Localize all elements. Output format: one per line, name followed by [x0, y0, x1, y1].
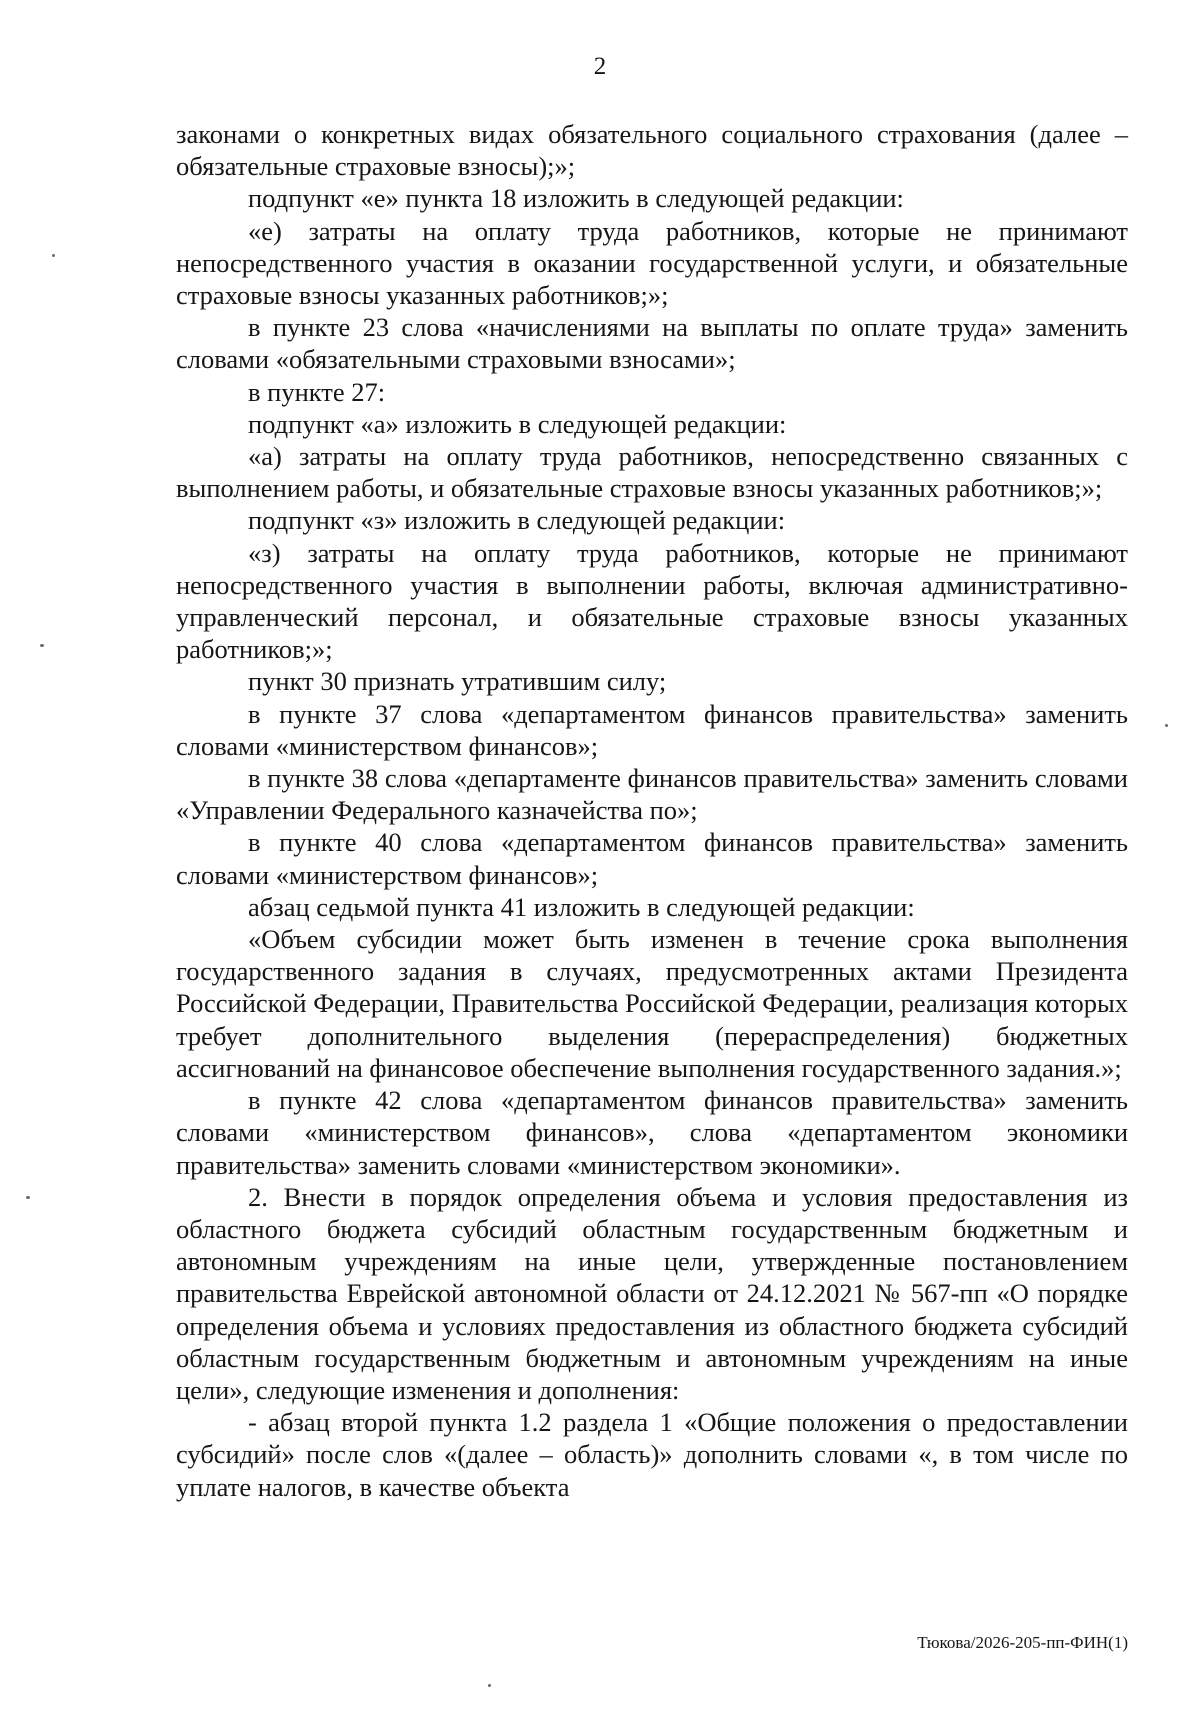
scan-speck	[1165, 724, 1168, 727]
paragraph-continuation: законами о конкретных видах обязательного социального страхования (далее – обязательные страховые взносы);»;	[176, 119, 1128, 182]
paragraph: в пункте 23 слова «начислениями на выплаты по оплате труда» заменить словами «обязательными страховыми взносами»;	[176, 312, 1128, 375]
paragraph: подпункт «е» пункта 18 изложить в следующей редакции:	[248, 183, 904, 214]
paragraph: - абзац второй пункта 1.2 раздела 1 «Общие положения о предоставлении субсидий» после слов «(далее – область)» дополнить словами «, в том числе по уплате налогов, в качестве объекта	[176, 1407, 1128, 1502]
document-body	[176, 118, 1128, 1503]
paragraph: 2. Внести в порядок определения объема и условия предоставления из областного бюджета субсидий областным государственным бюджетным и автономным учреждениям на иные цели, утвержденные постановлением правительства Еврейской автономной области от 24.12.2021 № 567-пп «О порядке определения объема и условиях предоставления из областного бюджета субсидий областным государственным бюджетным и автономным учреждениям на иные цели», следующие изменения и дополнения:	[176, 1181, 1128, 1405]
paragraph: в пункте 38 слова «департаменте финансов правительства» заменить словами «Управлении Федерального казначейства по»;	[176, 763, 1128, 826]
paragraph: подпункт «а» изложить в следующей редакции:	[248, 408, 787, 439]
paragraph: подпункт «з» изложить в следующей редакции:	[248, 505, 786, 536]
scan-speck	[26, 1196, 30, 1199]
paragraph: в пункте 37 слова «департаментом финансов правительства» заменить словами «министерством финансов»;	[176, 698, 1128, 761]
paragraph: пункт 30 признать утратившим силу;	[248, 666, 667, 697]
paragraph: в пункте 27:	[248, 376, 386, 407]
scan-speck	[488, 1684, 491, 1687]
paragraph: «а) затраты на оплату труда работников, непосредственно связанных с выполнением работы, и обязательные страховые взносы указанных работников;»;	[176, 441, 1128, 504]
paragraph: в пункте 40 слова «департаментом финансов правительства» заменить словами «министерством финансов»;	[176, 827, 1128, 890]
paragraph: в пункте 42 слова «департаментом финансов правительства» заменить словами «министерством финансов», слова «департаментом экономики правительства» заменить словами «министерством экономики».	[176, 1085, 1128, 1180]
paragraph: «Объем субсидии может быть изменен в течение срока выполнения государственного задания в случаях, предусмотренных актами Президента Российской Федерации, Правительства Российской Федерации, реализация которых требует дополнительного выделения (перераспределения) бюджетных ассигнований на финансовое обеспечение выполнения государственного задания.»;	[176, 924, 1128, 1083]
document-footer-code: Тюкова/2026-205-пп-ФИН(1)	[917, 1633, 1128, 1652]
scan-speck	[40, 644, 44, 647]
paragraph: «е) затраты на оплату труда работников, которые не принимают непосредственного участия в оказании государственной услуги, и обязательные страховые взносы указанных работников;»;	[176, 215, 1128, 311]
page-number: 2	[593, 53, 607, 80]
paragraph: абзац седьмой пункта 41 изложить в следующей редакции:	[248, 891, 915, 922]
scan-speck	[52, 254, 55, 257]
paragraph: «з) затраты на оплату труда работников, которые не принимают непосредственного участия в выполнении работы, включая административно-управленческий персонал, и обязательные страховые взносы указанных работников;»;	[176, 537, 1128, 665]
